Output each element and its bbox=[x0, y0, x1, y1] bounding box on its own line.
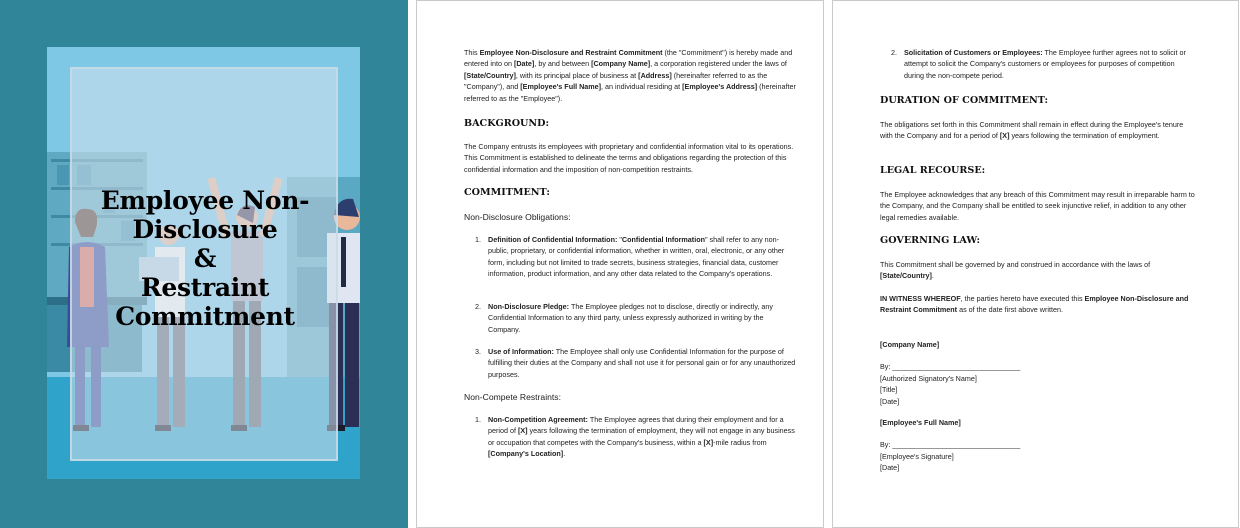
cover-title-line: Employee Non- bbox=[100, 186, 310, 215]
governing-law-heading: GOVERNING LAW: bbox=[880, 235, 981, 246]
legal-recourse-paragraph: The Employee acknowledges that any breach of this Commitment may result in irreparable harm to the Company, and the Company shall be entitled to seek injunctive relief, in addition to any other legal remedies available. bbox=[880, 190, 1195, 222]
text-run: , an individual residing at bbox=[601, 82, 683, 92]
cover-title-line: Restraint bbox=[140, 273, 270, 302]
list-number: 3. bbox=[475, 347, 481, 356]
title-placeholder: [Title] bbox=[880, 385, 898, 395]
intro-paragraph bbox=[464, 47, 796, 104]
text-run: as of the date first above written. bbox=[957, 305, 1063, 315]
bold-run: Employee Non-Disclosure and Restraint Commitment bbox=[880, 294, 1189, 315]
list-item-solicitation bbox=[880, 47, 1196, 81]
text-run: The Employee further agrees not to solicit or attempt to solicit the Company's customers or employees for purposes of competition during the non-compete period. bbox=[904, 48, 1186, 80]
text-run: , by and between bbox=[534, 59, 592, 69]
non-disclosure-subheading: Non-Disclosure Obligations: bbox=[464, 212, 571, 222]
bold-run: [Employee's Full Name] bbox=[520, 82, 602, 92]
duration-paragraph bbox=[880, 119, 1196, 142]
document-page-3 bbox=[832, 0, 1239, 528]
bold-run: [Employee's Address] bbox=[682, 82, 758, 92]
document-page-2 bbox=[416, 0, 824, 528]
governing-law-paragraph bbox=[880, 259, 1196, 282]
text-run: This bbox=[464, 48, 480, 57]
text-run: The Employee agrees that during their employment and for a period of bbox=[488, 415, 784, 436]
text-run: (hereinafter referred to as the "Company"), and bbox=[464, 70, 768, 92]
list-number: 1. bbox=[475, 235, 481, 244]
company-signature-block bbox=[880, 339, 1196, 407]
text-run: years following the termination of employment, they will not engage in any business or occupation that competes with the Company's business, within a bbox=[488, 426, 795, 447]
text-run: This Commitment shall be governed by and construed in accordance with the laws of bbox=[880, 260, 1151, 269]
bold-run: Confidential Information bbox=[621, 235, 705, 244]
legal-recourse-heading: LEGAL RECOURSE: bbox=[880, 165, 986, 176]
text-run: . bbox=[931, 271, 934, 281]
text-run: , with its principal place of business at bbox=[515, 70, 639, 80]
witness-paragraph bbox=[880, 293, 1196, 316]
signature-line: By: ________________________________ bbox=[880, 362, 1021, 372]
text-run: " shall refer to any non-public, proprietary, or confidential information, whether in written, oral, electronic, or any other form, including but not limited to trade secrets, business strategies, financial data, customer information, product information, and any other data related to the Company's operations. bbox=[488, 235, 785, 279]
bold-run: Definition of Confidential Information: bbox=[488, 235, 618, 244]
background-paragraph: The Company entrusts its employees with proprietary and confidential information vital to its operations. This Commitment is established to delineate the terms and obligations regarding the protection of this confidential information and the imposition of non-competition restraints. bbox=[464, 142, 794, 174]
text-run: " bbox=[617, 235, 622, 244]
non-compete-subheading: Non-Compete Restraints: bbox=[464, 392, 561, 402]
text-run: The Employee shall only use Confidential Information for the purpose of fulfilling their duties at the Company and shall not use it for personal gain or for any unauthorized purposes. bbox=[488, 347, 796, 379]
list-number: 2. bbox=[475, 302, 481, 311]
signature-line: By: ________________________________ bbox=[880, 440, 1021, 450]
bold-run: [X] bbox=[999, 131, 1010, 141]
signatory-name-placeholder: [Authorized Signatory's Name] bbox=[880, 373, 977, 383]
list-number: 2. bbox=[891, 48, 897, 57]
bold-run: [X] bbox=[517, 426, 528, 436]
cover-title-line: Commitment bbox=[115, 302, 295, 331]
bold-run: Use of Information: bbox=[488, 347, 554, 356]
text-run: -mile radius from bbox=[713, 437, 767, 447]
list-number: 1. bbox=[475, 415, 481, 424]
bold-run: [Address] bbox=[638, 70, 672, 80]
text-run: , a corporation registered under the laws of bbox=[650, 59, 787, 69]
list-item-pledge bbox=[464, 301, 796, 335]
bold-run: Solicitation of Customers or Employees: bbox=[904, 48, 1043, 57]
bold-run: [X] bbox=[703, 437, 714, 447]
duration-heading: DURATION OF COMMITMENT: bbox=[880, 95, 1049, 106]
bold-run: [State/Country] bbox=[464, 70, 516, 80]
employee-signature-placeholder: [Employee's Signature] bbox=[880, 451, 954, 461]
bold-run: Employee Non-Disclosure and Restraint Commitment bbox=[479, 48, 663, 57]
bold-run: [Company's Location] bbox=[488, 449, 564, 459]
commitment-heading: COMMITMENT: bbox=[464, 187, 550, 198]
text-run: , the parties hereto have executed this bbox=[960, 294, 1085, 303]
list-item-non-competition bbox=[464, 414, 796, 460]
list-item-use-of-information bbox=[464, 346, 796, 380]
cover-title-line: Disclosure bbox=[132, 215, 278, 244]
list-item-definition bbox=[464, 234, 796, 280]
company-name-placeholder: [Company Name] bbox=[880, 340, 940, 349]
employee-name-placeholder: [Employee's Full Name] bbox=[880, 418, 961, 427]
bold-run: [Company Name] bbox=[591, 59, 651, 69]
date-placeholder: [Date] bbox=[880, 396, 900, 406]
cover-title bbox=[40, 186, 370, 331]
background-heading: BACKGROUND: bbox=[464, 118, 550, 129]
text-run: (hereinafter referred to as the "Employee"). bbox=[464, 82, 796, 103]
bold-run: [State/Country] bbox=[880, 271, 932, 281]
text-run: years following the termination of employment. bbox=[1009, 131, 1160, 141]
bold-run: IN WITNESS WHEREOF bbox=[880, 294, 961, 303]
bold-run: [Date] bbox=[513, 59, 535, 69]
cover-page bbox=[0, 0, 408, 528]
cover-title-line: & bbox=[193, 244, 217, 273]
text-run: (the "Commitment") is hereby made and entered into on bbox=[464, 48, 793, 69]
text-run: The Employee pledges not to disclose, directly or indirectly, any Confidential Information to any third party, unless expressly authorized in writing by the Company. bbox=[488, 302, 773, 334]
text-run: . bbox=[563, 449, 566, 459]
text-run: The obligations set forth in this Commitment shall remain in effect during the Employee's tenure with the Company and for a period of bbox=[880, 120, 1184, 141]
bold-run: Non-Competition Agreement: bbox=[488, 415, 588, 424]
employee-signature-block bbox=[880, 417, 1196, 474]
bold-run: Non-Disclosure Pledge: bbox=[488, 302, 570, 311]
date-placeholder: [Date] bbox=[880, 463, 900, 473]
